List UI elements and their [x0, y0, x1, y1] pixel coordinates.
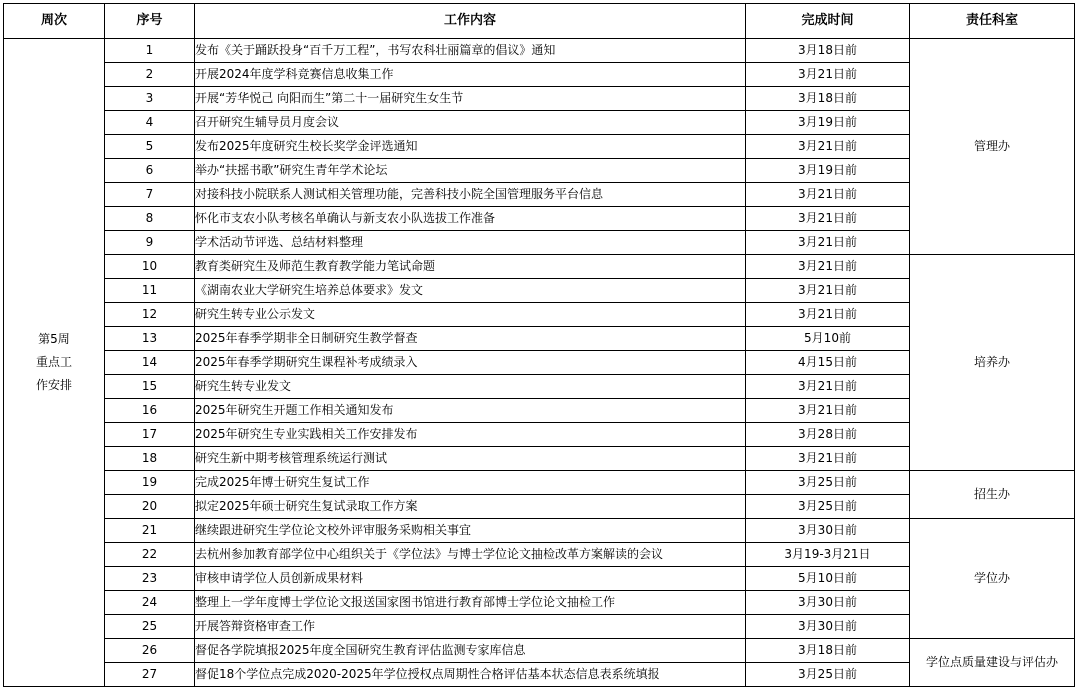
responsible-department: 招生办 — [910, 471, 1075, 519]
deadline: 3月21日前 — [746, 447, 910, 471]
deadline: 3月21日前 — [746, 399, 910, 423]
deadline: 4月15日前 — [746, 351, 910, 375]
row-number: 13 — [105, 327, 195, 351]
task-content: 对接科技小院联系人测试相关管理功能，完善科技小院全国管理服务平台信息 — [195, 183, 746, 207]
week-label — [4, 39, 105, 687]
task-content: 督促18个学位点完成2020-2025年学位授权点周期性合格评估基本状态信息表系统填报 — [195, 663, 746, 687]
header-department: 责任科室 — [910, 4, 1075, 39]
row-number: 12 — [105, 303, 195, 327]
task-content: 2025年春季学期研究生课程补考成绩录入 — [195, 351, 746, 375]
table-row — [4, 639, 1075, 663]
header-number: 序号 — [105, 4, 195, 39]
task-content: 完成2025年博士研究生复试工作 — [195, 471, 746, 495]
row-number: 8 — [105, 207, 195, 231]
header-row — [4, 4, 1075, 39]
row-number: 7 — [105, 183, 195, 207]
row-number: 16 — [105, 399, 195, 423]
task-content: 2025年研究生开题工作相关通知发布 — [195, 399, 746, 423]
table-body — [4, 39, 1075, 687]
row-number: 19 — [105, 471, 195, 495]
deadline: 3月30日前 — [746, 591, 910, 615]
task-content: 《湖南农业大学研究生培养总体要求》发文 — [195, 279, 746, 303]
week-label-line: 重点工 — [35, 355, 72, 369]
deadline: 3月21日前 — [746, 135, 910, 159]
deadline: 3月21日前 — [746, 63, 910, 87]
task-content: 开展答辩资格审查工作 — [195, 615, 746, 639]
task-content: 教育类研究生及师范生教育教学能力笔试命题 — [195, 255, 746, 279]
row-number: 21 — [105, 519, 195, 543]
row-number: 27 — [105, 663, 195, 687]
task-content: 审核申请学位人员创新成果材料 — [195, 567, 746, 591]
task-content: 继续跟进研究生学位论文校外评审服务采购相关事宜 — [195, 519, 746, 543]
header-content: 工作内容 — [195, 4, 746, 39]
table-row — [4, 519, 1075, 543]
deadline: 3月21日前 — [746, 231, 910, 255]
deadline: 3月18日前 — [746, 639, 910, 663]
task-content: 学术活动节评选、总结材料整理 — [195, 231, 746, 255]
row-number: 26 — [105, 639, 195, 663]
deadline: 3月30日前 — [746, 519, 910, 543]
row-number: 18 — [105, 447, 195, 471]
task-content: 2025年研究生专业实践相关工作安排发布 — [195, 423, 746, 447]
week-label-line: 第5周 — [38, 332, 70, 346]
deadline: 3月19-3月21日 — [746, 543, 910, 567]
deadline: 3月21日前 — [746, 183, 910, 207]
task-content: 研究生转专业公示发文 — [195, 303, 746, 327]
responsible-department: 学位办 — [910, 519, 1075, 639]
deadline: 3月21日前 — [746, 375, 910, 399]
task-content: 去杭州参加教育部学位中心组织关于《学位法》与博士学位论文抽检改革方案解读的会议 — [195, 543, 746, 567]
responsible-department: 管理办 — [910, 39, 1075, 255]
task-content: 召开研究生辅导员月度会议 — [195, 111, 746, 135]
task-content: 督促各学院填报2025年度全国研究生教育评估监测专家库信息 — [195, 639, 746, 663]
deadline: 3月21日前 — [746, 279, 910, 303]
deadline: 5月10前 — [746, 327, 910, 351]
row-number: 23 — [105, 567, 195, 591]
deadline: 3月18日前 — [746, 87, 910, 111]
task-content: 拟定2025年硕士研究生复试录取工作方案 — [195, 495, 746, 519]
row-number: 1 — [105, 39, 195, 63]
deadline: 3月21日前 — [746, 207, 910, 231]
task-content: 开展2024年度学科竞赛信息收集工作 — [195, 63, 746, 87]
row-number: 20 — [105, 495, 195, 519]
task-content: 研究生新中期考核管理系统运行测试 — [195, 447, 746, 471]
row-number: 2 — [105, 63, 195, 87]
deadline: 3月25日前 — [746, 495, 910, 519]
header-deadline: 完成时间 — [746, 4, 910, 39]
work-schedule-table — [3, 3, 1075, 687]
deadline: 3月21日前 — [746, 303, 910, 327]
row-number: 24 — [105, 591, 195, 615]
row-number: 9 — [105, 231, 195, 255]
task-content: 发布2025年度研究生校长奖学金评选通知 — [195, 135, 746, 159]
responsible-department: 学位点质量建设与评估办 — [910, 639, 1075, 687]
row-number: 22 — [105, 543, 195, 567]
table-row — [4, 39, 1075, 63]
deadline: 3月18日前 — [746, 39, 910, 63]
row-number: 5 — [105, 135, 195, 159]
row-number: 3 — [105, 87, 195, 111]
task-content: 怀化市支农小队考核名单确认与新支农小队选拔工作准备 — [195, 207, 746, 231]
deadline: 3月19日前 — [746, 159, 910, 183]
row-number: 14 — [105, 351, 195, 375]
deadline: 3月28日前 — [746, 423, 910, 447]
task-content: 整理上一学年度博士学位论文报送国家图书馆进行教育部博士学位论文抽检工作 — [195, 591, 746, 615]
deadline: 3月19日前 — [746, 111, 910, 135]
deadline: 3月30日前 — [746, 615, 910, 639]
row-number: 6 — [105, 159, 195, 183]
row-number: 10 — [105, 255, 195, 279]
row-number: 15 — [105, 375, 195, 399]
table-row — [4, 471, 1075, 495]
header-week: 周次 — [4, 4, 105, 39]
week-label-line: 作安排 — [35, 378, 72, 392]
row-number: 25 — [105, 615, 195, 639]
deadline: 5月10日前 — [746, 567, 910, 591]
deadline: 3月25日前 — [746, 663, 910, 687]
row-number: 11 — [105, 279, 195, 303]
responsible-department: 培养办 — [910, 255, 1075, 471]
row-number: 4 — [105, 111, 195, 135]
task-content: 研究生转专业发文 — [195, 375, 746, 399]
task-content: 举办“扶摇书歌”研究生青年学术论坛 — [195, 159, 746, 183]
row-number: 17 — [105, 423, 195, 447]
deadline: 3月21日前 — [746, 255, 910, 279]
task-content: 2025年春季学期非全日制研究生教学督查 — [195, 327, 746, 351]
task-content: 发布《关于踊跃投身“百千万工程”，书写农科壮丽篇章的倡议》通知 — [195, 39, 746, 63]
deadline: 3月25日前 — [746, 471, 910, 495]
task-content: 开展“芳华悦己 向阳而生”第二十一届研究生女生节 — [195, 87, 746, 111]
table-row — [4, 255, 1075, 279]
